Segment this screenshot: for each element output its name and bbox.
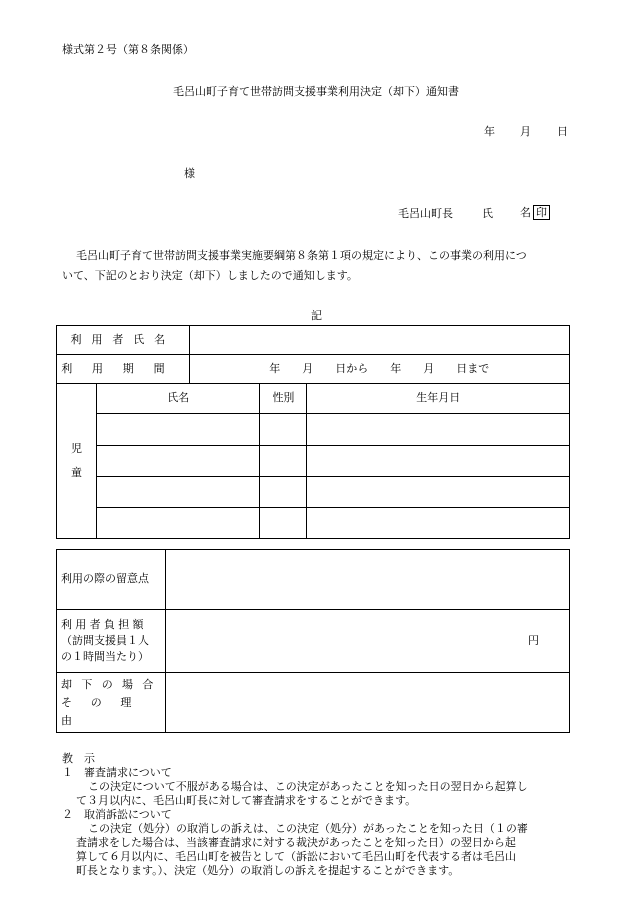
reject-reason-label: 却下の場合 その理由 — [57, 673, 166, 733]
child-gender-cell — [260, 507, 307, 538]
notice-item1-title: １ 審査請求について — [62, 766, 172, 779]
child-name-cell — [96, 414, 260, 445]
col-name-header: 氏名 — [96, 384, 260, 414]
user-name-label: 利用者氏名 — [57, 326, 190, 355]
user-name-value — [189, 326, 569, 355]
child-birth-cell — [307, 445, 570, 476]
notes-label: 利用の際の留意点 — [57, 550, 166, 610]
child-birth-cell — [307, 507, 570, 538]
ki-marker: 記 — [311, 309, 322, 322]
child-gender-cell — [260, 445, 307, 476]
child-name-cell — [96, 476, 260, 507]
addressee-label: 様 — [184, 167, 195, 180]
period-label: 利用期間 — [57, 355, 190, 384]
reject-reason-value — [165, 673, 569, 733]
cost-value: 円 — [165, 610, 569, 673]
child-gender-cell — [260, 414, 307, 445]
issuer-shi: 氏 — [482, 207, 493, 220]
seal-mark: 印 — [533, 205, 550, 220]
cost-label: 利用者負担額 （訪問支援員１人 の１時間当たり） — [57, 610, 166, 673]
child-name-cell — [96, 445, 260, 476]
child-label: 児 童 — [57, 384, 97, 539]
notice-item2-line3: 算して６月以内に、毛呂山町を被告として（訴訟において毛呂山町を代表する者は毛呂山 — [76, 850, 516, 863]
notice-item2-line2: 査請求をした場合は、当該審査請求に対する裁決があったことを知った日）の翌日から起 — [76, 836, 516, 849]
document-title: 毛呂山町子育て世帯訪問支援事業利用決定（却下）通知書 — [173, 85, 459, 98]
body-line-2: いて、下記のとおり決定（却下）しましたので通知します。 — [62, 269, 358, 282]
child-birth-cell — [307, 476, 570, 507]
notice-heading: 教 示 — [62, 752, 95, 765]
period-value: 年 月 日から 年 月 日まで — [189, 355, 569, 384]
issuer-title: 毛呂山町長 — [398, 207, 453, 220]
conditions-table — [56, 549, 570, 733]
date-year: 年 — [484, 125, 495, 138]
decision-table — [56, 325, 570, 539]
child-gender-cell — [260, 476, 307, 507]
notice-item2-title: ２ 取消訴訟について — [62, 808, 172, 821]
child-name-cell — [96, 507, 260, 538]
date-month: 月 — [520, 125, 531, 138]
notice-item1-line2: て３月以内に、毛呂山町長に対して審査請求をすることができます。 — [76, 794, 417, 807]
date-day: 日 — [557, 125, 568, 138]
notice-item2-line1: この決定（処分）の取消しの訴えは、この決定（処分）があったことを知った日（１の審 — [88, 822, 528, 835]
child-birth-cell — [307, 414, 570, 445]
notes-value — [165, 550, 569, 610]
notice-item2-line4: 町長となります。）、決定（処分）の取消しの訴えを提起することができます。 — [76, 864, 460, 877]
col-gender-header: 性別 — [260, 384, 307, 414]
notice-item1-line1: この決定について不服がある場合は、この決定があったことを知った日の翌日から起算し — [88, 780, 528, 793]
issuer-mei-seal — [520, 205, 550, 220]
body-line-1: 毛呂山町子育て世帯訪問支援事業実施要綱第８条第１項の規定により、この事業の利用につ — [76, 249, 527, 262]
col-birth-header: 生年月日 — [307, 384, 570, 414]
issuer-mei: 名 — [520, 206, 531, 219]
form-number: 様式第２号（第８条関係） — [62, 43, 194, 56]
